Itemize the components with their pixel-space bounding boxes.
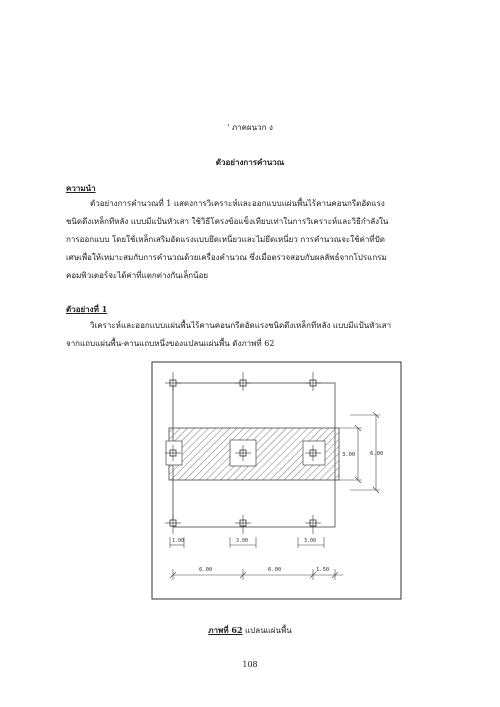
dim-span-1: 6.00 [199, 567, 213, 573]
dim-span-2: 6.00 [268, 567, 282, 573]
figure-label: ภาพที่ 62 [208, 625, 243, 635]
intro-heading: ความนำ [66, 183, 96, 193]
section-title: ตัวอย่างการคำนวณ [215, 157, 285, 167]
example-line-1: วิเคราะห์และออกแบบแผ่นพื้นไร้คานคอนกรีตอัดแรงชนิดดึงเหล็กทีหลัง แบบมีแป้นหัวเสา [90, 321, 392, 330]
intro-line-1: ตัวอย่างการคำนวณที่ 1 แสดงการวิเคราะห์และออกแบบแผ่นพื้นไร้คานคอนกรีตอัดแรง [90, 199, 385, 208]
dim-bottom-3: 3.00 [304, 538, 317, 544]
intro-line-5: คอมพิวเตอร์จะได้ค่าที่แตกต่างกันเล็กน้อย [66, 271, 209, 280]
page-number: 108 [242, 660, 258, 669]
figure-caption [0, 626, 500, 635]
intro-line-3: การออกแบบ โดยใช้เหล็กเสริมอัดแรงแบบยึดเหนี่ยวและไม่ยึดเหนี่ยว การคำนวณจะใช้ค่าที่ปัด [66, 235, 385, 244]
dim-right-inner: 3.00 [342, 452, 356, 458]
dim-bottom-1: 1.00 [172, 538, 185, 544]
intro-line-2: ชนิดดึงเหล็กทีหลัง แบบมีแป้นหัวเสา ใช้วิธีโครงข้อแข็งเทียบเท่าในการวิเคราะห์และวิธีกำลังใน [66, 217, 389, 226]
appendix-heading: ' ภาคผนวก ง [227, 123, 273, 132]
dim-span-3: 1.50 [316, 567, 330, 573]
drawing-frame [152, 362, 401, 599]
example-heading: ตัวอย่างที่ 1 [66, 304, 108, 314]
dim-bottom-2: 3.00 [236, 538, 249, 544]
dim-right-outer: 6.00 [370, 451, 384, 457]
intro-line-4: เศษเพื่อให้เหมาะสมกับการคำนวณด้วยเครื่องคำนวณ ซึ่งเมื่อตรวจสอบกับผลลัพธ์จากโปรแกรม [66, 253, 387, 262]
figure-caption-text: แปลนแผ่นพื้น [242, 626, 292, 635]
example-line-2: จากแถบแผ่นพื้น-คานแถบหนึ่งของแปลนแผ่นพื้น ดังภาพที่ 62 [66, 339, 275, 348]
